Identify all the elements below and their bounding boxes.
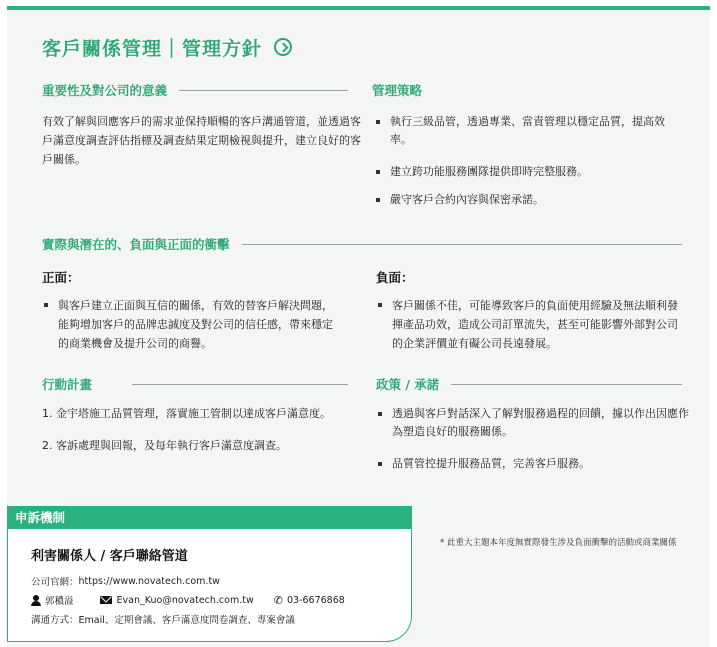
channels-row bbox=[31, 612, 295, 626]
positive-item: 與客戶建立正面與互信的關係，有效的替客戶解決問題，能夠增加客戶的品牌忠誠度及對公司的信任感，帶來穩定的商業機會及提升公司的商譽。 bbox=[42, 296, 342, 353]
channels-text: Email、定期會議、客戶滿意度問卷調查、專案會議 bbox=[78, 615, 295, 626]
section-strategy-heading bbox=[372, 81, 682, 99]
section-actions-title: 行動計畫 bbox=[42, 377, 93, 392]
grievance-title: 利害關係人 / 客戶聯絡管道 bbox=[31, 549, 188, 564]
contact-phone[interactable]: 03-6676868 bbox=[286, 594, 345, 606]
section-importance-title: 重要性及對公司的意義 bbox=[42, 83, 168, 98]
person-icon bbox=[31, 595, 41, 606]
actions-list bbox=[42, 405, 372, 469]
channels-label: 溝通方式： bbox=[31, 615, 79, 626]
section-actions-heading bbox=[42, 375, 348, 393]
heading-divider bbox=[179, 90, 348, 91]
arrow-circle-icon bbox=[274, 38, 292, 56]
negative-label: 負面： bbox=[376, 270, 414, 285]
importance-text: 有效了解與回應客戶的需求並保持順暢的客戶溝通管道，並透過客戶滿意度調查評估指標及調查結果定期檢視與提升，建立良好的客戶關係。 bbox=[42, 115, 361, 166]
heading-divider bbox=[242, 244, 682, 245]
action-item: 1. 金宇塔施工品質管理，落實施工管制以達成客戶滿意度。 bbox=[42, 407, 331, 420]
contact-name: 郭穠溢 bbox=[45, 596, 74, 607]
section-impact-title: 實際與潛在的、負面與正面的衝擊 bbox=[42, 237, 230, 252]
positive-list bbox=[42, 296, 342, 367]
policy-item: 品質管控提升服務品質，完善客戶服務。 bbox=[376, 455, 692, 473]
section-policy-title: 政策 / 承諾 bbox=[376, 377, 440, 392]
policy-item: 透過與客戶對話深入了解對服務過程的回饋，據以作出因應作為塑造良好的服務關係。 bbox=[376, 405, 692, 441]
strategy-list bbox=[374, 113, 674, 223]
strategy-item: 建立跨功能服務團隊提供即時完整服務。 bbox=[374, 163, 674, 181]
footnote: * 此重大主題本年度無實際發生涉及負面衝擊的活動或商業關係 bbox=[440, 538, 677, 548]
page-title bbox=[42, 34, 292, 61]
contact-row bbox=[31, 593, 345, 607]
negative-item: 客戶關係不佳，可能導致客戶的負面使用經驗及無法順利發揮產品功效，造成公司訂單流失，甚至可能影響外部對公司的企業評價並有礙公司長遠發展。 bbox=[376, 296, 686, 353]
strategy-item: 執行三級品管，透過專業、當責管理以穩定品質，提高效率。 bbox=[374, 113, 674, 149]
section-strategy-title: 管理策略 bbox=[372, 83, 423, 98]
website-label: 公司官網： bbox=[31, 577, 79, 588]
website-row bbox=[31, 574, 220, 588]
grievance-header: 申訴機制 bbox=[7, 506, 412, 529]
website-link[interactable]: https://www.novatech.com.tw bbox=[78, 575, 220, 587]
section-impact-heading bbox=[42, 235, 682, 253]
heading-divider bbox=[132, 384, 348, 385]
contact-email[interactable]: Evan_Kuo@novatech.com.tw bbox=[116, 594, 254, 606]
phone-icon: ✆ bbox=[273, 593, 283, 607]
mail-icon bbox=[100, 596, 112, 604]
strategy-item: 嚴守客戶合約內容與保密承諾。 bbox=[374, 191, 674, 209]
heading-divider bbox=[451, 384, 682, 385]
positive-label: 正面： bbox=[42, 270, 80, 285]
page-title-text: 客戶關係管理｜管理方針 bbox=[42, 38, 263, 60]
policy-list bbox=[376, 405, 692, 487]
action-item: 2. 客訴處理與回報，及每年執行客戶滿意度調查。 bbox=[42, 439, 287, 452]
negative-list bbox=[376, 296, 686, 367]
section-importance-heading bbox=[42, 81, 348, 99]
section-policy-heading bbox=[376, 375, 682, 393]
